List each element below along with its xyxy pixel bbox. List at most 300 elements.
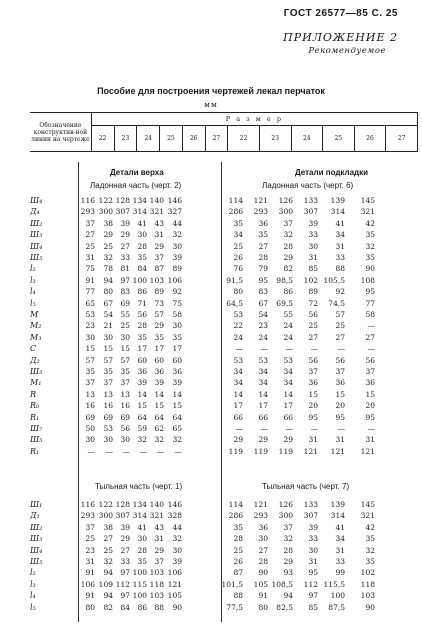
cell-value: 119 (278, 446, 293, 456)
cell-value: 139 (330, 196, 345, 205)
row-label: Ш₅ (30, 435, 43, 445)
cell-value: 97 (120, 591, 130, 601)
cell-value: 39 (154, 378, 164, 388)
cell-value: 53 (233, 310, 243, 319)
cell-value: 67 (258, 298, 268, 308)
cell-value: 31 (335, 435, 345, 445)
cell-value: 53 (103, 424, 113, 433)
cell-value: 30 (85, 435, 95, 445)
cell-value: 35 (120, 367, 130, 376)
table-header (30, 112, 418, 152)
cell-value: 91,5 (226, 275, 243, 285)
cell-value: 28 (233, 534, 243, 544)
table-row (0, 333, 422, 344)
cell-value: 29 (154, 241, 164, 251)
cell-value: 25 (335, 321, 345, 331)
cell-value: 29 (120, 534, 130, 544)
cell-value: 38 (103, 522, 113, 532)
cell-value: 56 (120, 424, 130, 433)
size-header-right: 25 (323, 126, 355, 152)
cell-value: 89 (154, 287, 164, 297)
column-divider (221, 162, 222, 622)
cell-value: 106 (80, 579, 95, 589)
cell-value: 36 (258, 218, 268, 228)
cell-value: 100 (132, 275, 147, 285)
row-label: М₁ (30, 378, 42, 388)
cell-value: 66 (283, 412, 293, 422)
cell-value: 69 (120, 298, 130, 308)
cell-value: 35 (85, 367, 95, 376)
cell-value: 15 (120, 344, 130, 354)
cell-value: 15 (85, 344, 95, 354)
table-row (0, 367, 422, 378)
cell-value: 77 (85, 287, 95, 297)
cell-value: 24 (233, 332, 243, 342)
table-row (0, 378, 422, 389)
cell-value: 95 (335, 412, 345, 422)
cell-value: 33 (120, 557, 130, 566)
size-header-left: 24 (137, 126, 160, 152)
cell-value: 15 (103, 344, 113, 354)
cell-value: 118 (360, 579, 375, 589)
cell-value: 103 (149, 591, 164, 601)
cell-value: 35 (365, 534, 375, 544)
cell-value: 133 (303, 500, 318, 509)
cell-value: 83 (258, 287, 268, 297)
table-title: Пособие для построения чертежей лекал перчаток (97, 86, 325, 96)
cell-value: 32 (154, 435, 164, 445)
table-row (0, 447, 422, 458)
cell-value: — (87, 446, 95, 456)
cell-value: — (139, 446, 147, 456)
cell-value: 20 (335, 401, 345, 411)
cell-value: 314 (132, 207, 147, 217)
row-label: l₄ (30, 287, 36, 297)
cell-value: 76 (233, 264, 243, 274)
cell-value: 31 (308, 253, 318, 262)
table-row (0, 230, 422, 241)
cell-value: 41 (137, 218, 147, 228)
cell-value: 36 (137, 367, 147, 376)
table-row (0, 603, 422, 614)
row-label: Ш₁ (30, 500, 43, 509)
cell-value: 57 (120, 355, 130, 365)
cell-value: 55 (283, 310, 293, 319)
cell-value: 67 (103, 298, 113, 308)
cell-value: 103 (149, 275, 164, 285)
cell-value: 41 (335, 218, 345, 228)
cell-value: 13 (120, 389, 130, 399)
cell-value: 57 (85, 355, 95, 365)
cell-value: 26 (233, 253, 243, 262)
cell-value: — (367, 424, 375, 433)
cell-value: 121 (167, 579, 182, 589)
cell-value: — (156, 446, 164, 456)
cell-value: — (260, 424, 268, 433)
cell-value: 97 (308, 591, 318, 601)
cell-value: 23 (85, 545, 95, 555)
cell-value: 145 (360, 196, 375, 205)
cell-value: 80 (103, 287, 113, 297)
cell-value: 39 (120, 522, 130, 532)
cell-value: 95 (365, 412, 375, 422)
cell-value: 30 (85, 332, 95, 342)
cell-value: 25 (85, 241, 95, 251)
row-label: Ш₃ (30, 230, 43, 240)
cell-value: 121 (330, 446, 345, 456)
row-label: Ш₇ (30, 424, 43, 433)
cell-value: 28 (137, 321, 147, 331)
cell-value: 32 (137, 435, 147, 445)
cell-value: 36 (335, 378, 345, 388)
cell-value: 95 (258, 275, 268, 285)
cell-value: 33 (308, 534, 318, 544)
cell-value: 17 (172, 344, 182, 354)
cell-value: 140 (149, 196, 164, 205)
cell-value: 109 (98, 579, 113, 589)
cell-value: 34 (283, 367, 293, 376)
cell-value: 71 (137, 298, 147, 308)
cell-value: 82 (283, 264, 293, 274)
cell-value: 59 (137, 424, 147, 433)
cell-value: 27 (258, 545, 268, 555)
cell-value: 44 (172, 218, 182, 228)
cell-value: 38 (103, 218, 113, 228)
cell-value: 34 (335, 230, 345, 240)
row-label: С (30, 344, 37, 354)
cell-value: 50 (85, 424, 95, 433)
size-header-left: 27 (205, 126, 228, 152)
cell-value: 128 (115, 500, 130, 509)
cell-value: 64 (137, 412, 147, 422)
cell-value: 34 (233, 230, 243, 240)
table-row (0, 435, 422, 446)
cell-value: 100 (330, 591, 345, 601)
section-right-title: Детали подкладки (295, 168, 369, 177)
cell-value: 15 (172, 401, 182, 411)
cell-value: 32 (103, 557, 113, 566)
cell-value: 25 (233, 545, 243, 555)
cell-value: 30 (137, 230, 147, 240)
cell-value: 84 (120, 602, 130, 612)
cell-value: 34 (258, 367, 268, 376)
cell-value: 57 (335, 310, 345, 319)
cell-value: 39 (120, 218, 130, 228)
cell-value: — (285, 344, 293, 354)
cell-value: 25 (103, 545, 113, 555)
cell-value: 77 (365, 298, 375, 308)
cell-value: 293 (253, 511, 268, 521)
size-header-right: 22 (228, 126, 260, 152)
row-label: Ш₂ (30, 522, 43, 532)
size-header-left: 25 (160, 126, 183, 152)
row-label: Ш₂ (30, 218, 43, 228)
cell-value: 140 (149, 500, 164, 509)
cell-value: 114 (228, 500, 243, 509)
cell-value: 36 (308, 378, 318, 388)
cell-value: 27 (120, 241, 130, 251)
cell-value: 84 (137, 264, 147, 274)
cell-value: 92 (172, 287, 182, 297)
cell-value: 122 (98, 196, 113, 205)
cell-value: 39 (308, 522, 318, 532)
cell-value: 86 (137, 602, 147, 612)
cell-value: 27 (308, 332, 318, 342)
cell-value: 53 (283, 355, 293, 365)
cell-value: 32 (103, 253, 113, 262)
cell-value: 30 (120, 435, 130, 445)
row-label: l₅ (30, 298, 36, 308)
cell-value: 105 (253, 579, 268, 589)
cell-value: 44 (172, 522, 182, 532)
table-row (0, 557, 422, 568)
size-header-right: 23 (259, 126, 291, 152)
cell-value: 126 (278, 500, 293, 509)
row-label: Д₁ (30, 511, 40, 521)
cell-value: 62 (154, 424, 164, 433)
cell-value: 16 (85, 401, 95, 411)
cell-value: 30 (103, 435, 113, 445)
cell-value: 35 (103, 367, 113, 376)
cell-value: 16 (120, 401, 130, 411)
cell-value: 121 (253, 500, 268, 509)
cell-value: 121 (253, 196, 268, 205)
cell-value: 20 (365, 401, 375, 411)
cell-value: 30 (172, 241, 182, 251)
cell-value: 27 (365, 332, 375, 342)
cell-value: 92 (335, 287, 345, 297)
cell-value: 13 (103, 389, 113, 399)
cell-value: 37 (308, 367, 318, 376)
cell-value: 29 (283, 435, 293, 445)
cell-value: 87,5 (328, 602, 345, 612)
cell-value: 37 (85, 522, 95, 532)
cell-value: 98,5 (276, 275, 293, 285)
cell-value: — (235, 344, 243, 354)
cell-value: 29 (233, 435, 243, 445)
cell-value: 65 (85, 298, 95, 308)
cell-value: 95 (308, 568, 318, 578)
cell-value: 293 (80, 207, 95, 217)
cell-value: 14 (137, 389, 147, 399)
row-label: R (30, 389, 37, 399)
cell-value: 103 (360, 591, 375, 601)
table-row (0, 413, 422, 424)
cell-value: 90 (365, 264, 375, 274)
cell-value: 36 (258, 522, 268, 532)
size-header-right: 26 (354, 126, 386, 152)
table-row (0, 591, 422, 602)
cell-value: 14 (233, 389, 243, 399)
cell-value: 14 (283, 389, 293, 399)
cell-value: 41 (137, 522, 147, 532)
cell-value: 25 (103, 241, 113, 251)
appendix-title: ПРИЛОЖЕНИЕ 2 (283, 31, 398, 44)
row-label: Ш₄ (30, 545, 43, 555)
cell-value: 94 (103, 591, 113, 601)
cell-value: 100 (132, 591, 147, 601)
cell-value: 64,5 (226, 298, 243, 308)
row-label: l₃ (30, 275, 36, 285)
cell-value: — (105, 446, 113, 456)
cell-value: 28 (283, 545, 293, 555)
cell-value: 25 (120, 321, 130, 331)
cell-value: 30 (308, 545, 318, 555)
cell-value: 30 (172, 321, 182, 331)
cell-value: 88 (335, 264, 345, 274)
cell-value: 56 (365, 355, 375, 365)
table-row (0, 546, 422, 557)
row-label: Ш₅ (30, 367, 43, 376)
cell-value: 54 (103, 310, 113, 319)
cell-value: 17 (258, 401, 268, 411)
cell-value: 39 (137, 378, 147, 388)
cell-value: 35 (172, 332, 182, 342)
cell-value: 32 (172, 230, 182, 240)
cell-value: 85 (308, 264, 318, 274)
cell-value: 43 (154, 522, 164, 532)
cell-value: 94 (283, 591, 293, 601)
cell-value: 87 (233, 568, 243, 578)
cell-value: 14 (154, 389, 164, 399)
cell-value: 21 (103, 321, 113, 331)
designation-header: Обозначение конструктив-ной линии на чертеже (30, 113, 91, 152)
cell-value: 53 (85, 310, 95, 319)
table-row (0, 523, 422, 534)
cell-value: 56 (308, 310, 318, 319)
cell-value: 15 (308, 389, 318, 399)
cell-value: 91 (258, 591, 268, 601)
cell-value: 35 (137, 557, 147, 566)
cell-value: 328 (167, 511, 182, 521)
cell-value: 300 (278, 511, 293, 521)
cell-value: 37 (154, 253, 164, 262)
cell-value: 81 (120, 264, 130, 274)
cell-value: 97 (120, 275, 130, 285)
cell-value: — (285, 424, 293, 433)
cell-value: 88 (154, 602, 164, 612)
table-row (0, 276, 422, 287)
cell-value: 66 (233, 412, 243, 422)
cell-value: 28 (258, 253, 268, 262)
row-label: Д₄ (30, 207, 40, 217)
cell-value: 75 (85, 264, 95, 274)
cell-value: 17 (154, 344, 164, 354)
cell-value: 37 (85, 218, 95, 228)
cell-value: 56 (137, 310, 147, 319)
table-row (0, 511, 422, 522)
cell-value: 39 (172, 557, 182, 566)
cell-value: 80 (258, 602, 268, 612)
cell-value: 42 (365, 522, 375, 532)
cell-value: 114 (228, 196, 243, 205)
row-label: l₅ (30, 602, 36, 612)
cell-value: 82,5 (276, 602, 293, 612)
cell-value: 86 (283, 287, 293, 297)
cell-value: 74,5 (328, 298, 345, 308)
cell-value: 25 (85, 534, 95, 544)
cell-value: — (310, 424, 318, 433)
table-row (0, 580, 422, 591)
cell-value: 300 (98, 207, 113, 217)
cell-value: 31 (335, 241, 345, 251)
table-row (0, 287, 422, 298)
cell-value: 69 (103, 412, 113, 422)
cell-value: 133 (303, 196, 318, 205)
cell-value: 66 (258, 412, 268, 422)
cell-value: 31 (335, 545, 345, 555)
cell-value: 27 (103, 534, 113, 544)
size-header-left: 26 (182, 126, 205, 152)
cell-value: 29 (283, 253, 293, 262)
table-row (0, 344, 422, 355)
table-row (0, 424, 422, 435)
cell-value: 119 (253, 446, 268, 456)
cell-value: 121 (303, 446, 318, 456)
cell-value: 321 (360, 207, 375, 217)
cell-value: 35 (233, 218, 243, 228)
cell-value: 64 (172, 412, 182, 422)
table-row (0, 299, 422, 310)
cell-value: 116 (80, 500, 95, 509)
cell-value: 95 (308, 412, 318, 422)
cell-value: 102 (303, 275, 318, 285)
cell-value: 99 (335, 568, 345, 578)
cell-value: 145 (360, 500, 375, 509)
cell-value: 69 (120, 412, 130, 422)
cell-value: 321 (149, 207, 164, 217)
table-row (0, 568, 422, 579)
table-row (0, 207, 422, 218)
cell-value: 121 (360, 446, 375, 456)
cell-value: 33 (308, 230, 318, 240)
cell-value: 15 (335, 389, 345, 399)
cell-value: 69,5 (276, 298, 293, 308)
cell-value: 128 (115, 196, 130, 205)
part1-left-title: Ладонная часть (черт. 2) (90, 181, 182, 190)
table-row (0, 401, 422, 412)
cell-value: — (367, 344, 375, 354)
cell-value: 29 (120, 230, 130, 240)
cell-value: 60 (137, 355, 147, 365)
cell-value: 86 (137, 287, 147, 297)
cell-value: 35 (137, 253, 147, 262)
cell-value: 60 (172, 355, 182, 365)
cell-value: 34 (233, 378, 243, 388)
cell-value: 314 (330, 207, 345, 217)
cell-value: 56 (308, 355, 318, 365)
row-label: М₂ (30, 321, 42, 331)
cell-value: 35 (154, 332, 164, 342)
cell-value: 122 (98, 500, 113, 509)
cell-value: 106 (167, 568, 182, 578)
cell-value: — (260, 344, 268, 354)
cell-value: 28 (137, 241, 147, 251)
page-header: ГОСТ 26577—85 С. 25 (283, 8, 398, 19)
table-row (0, 500, 422, 511)
cell-value: — (174, 446, 182, 456)
cell-value: 33 (120, 253, 130, 262)
cell-value: 307 (115, 511, 130, 521)
cell-value: 82 (103, 602, 113, 612)
cell-value: 31 (154, 230, 164, 240)
cell-value: 118 (149, 579, 164, 589)
row-label: Д₂ (30, 355, 40, 365)
cell-value: 115 (132, 579, 147, 589)
row-label: l₄ (30, 591, 36, 601)
cell-value: 88 (233, 591, 243, 601)
cell-value: 53 (258, 355, 268, 365)
